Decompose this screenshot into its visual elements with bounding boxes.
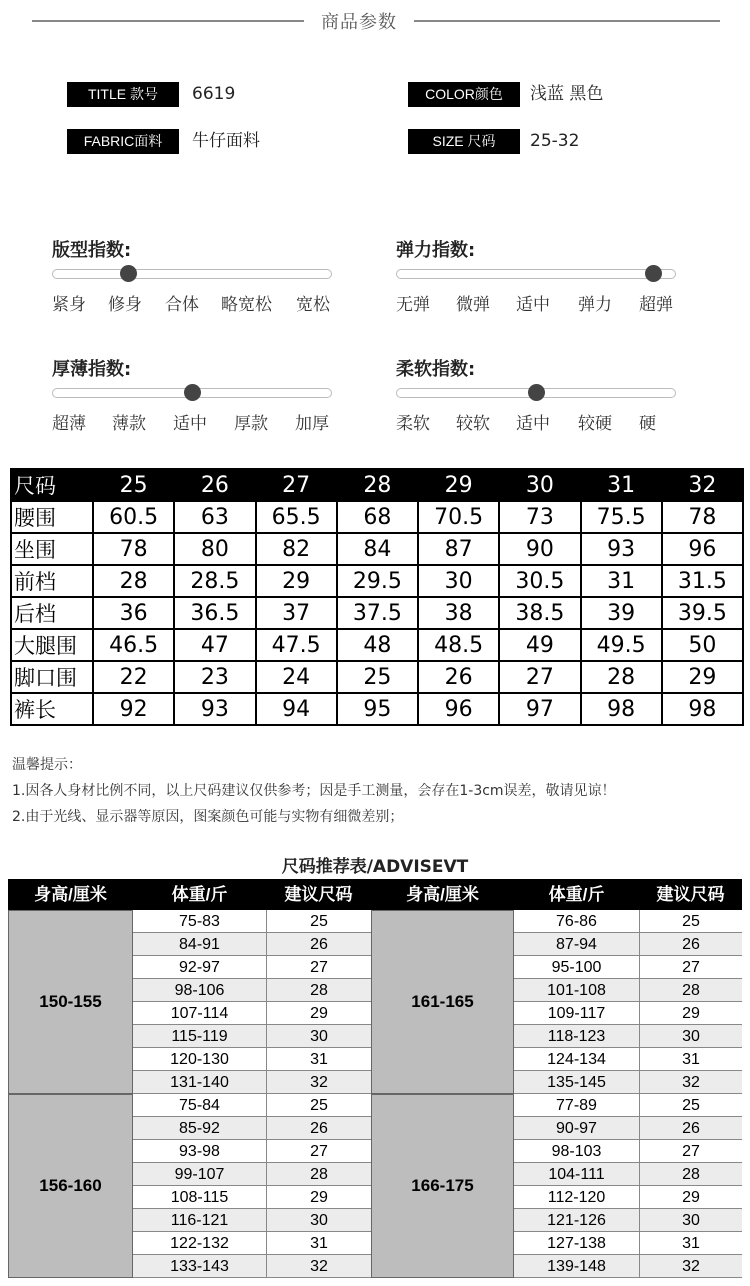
advise-row	[514, 1025, 742, 1048]
size-table-cell: 95	[337, 693, 418, 725]
size-table-cell: 48.5	[418, 629, 499, 661]
size-table-cell: 39.5	[662, 597, 743, 629]
advise-size: 25	[639, 1094, 742, 1117]
size-table-cell: 70.5	[418, 501, 499, 533]
size-table-cell: 26	[418, 661, 499, 693]
advise-size: 27	[639, 956, 742, 979]
size-table-cell: 98	[581, 693, 662, 725]
advise-row	[514, 1117, 742, 1140]
index-label: 合体	[165, 295, 199, 315]
index-label: 宽松	[296, 295, 330, 315]
advise-size: 28	[266, 1163, 371, 1186]
size-table-cell: 23	[174, 661, 255, 693]
advise-size: 31	[639, 1232, 742, 1255]
size-table-cell: 49.5	[581, 629, 662, 661]
advise-weight: 115-119	[171, 1028, 228, 1045]
tips	[12, 752, 616, 830]
index-slider-track	[396, 388, 676, 398]
size-table-row	[11, 629, 743, 661]
advise-row	[133, 1255, 371, 1278]
advise-weight: 98-106	[174, 982, 225, 999]
advise-header-cell: 体重/斤	[133, 879, 266, 910]
size-table-cell: 78	[662, 501, 743, 533]
advise-row	[133, 979, 371, 1002]
header-divider-right	[414, 20, 720, 22]
size-table-header-cell: 32	[662, 469, 743, 501]
size-table-header-cell: 30	[499, 469, 580, 501]
advise-weight: 75-83	[179, 913, 220, 930]
index-label: 微弹	[456, 295, 490, 315]
title-tag: TITLE 款号	[67, 82, 179, 107]
size-table-cell: 30	[418, 565, 499, 597]
size-table-header-cell: 尺码	[11, 469, 93, 501]
advise-weight: 98-103	[551, 1143, 602, 1160]
advise-size: 30	[639, 1025, 742, 1048]
size-table-header-cell: 28	[337, 469, 418, 501]
advise-weight: 127-138	[547, 1235, 606, 1252]
index-label: 适中	[173, 414, 207, 434]
size-table-row-label: 后档	[11, 597, 93, 629]
index-label: 无弹	[396, 295, 430, 315]
index-label: 硬	[639, 414, 656, 434]
advise-weight: 84-91	[179, 936, 220, 953]
size-table-header-cell: 29	[418, 469, 499, 501]
size-table-cell: 78	[93, 533, 174, 565]
tip-line-2: 2.由于光线、显示器等原因，图案颜色可能与实物有细微差别；	[12, 809, 404, 825]
index-title: 弹力指数:	[396, 240, 476, 261]
advise-row	[133, 1094, 371, 1117]
advise-weight: 77-89	[556, 1097, 597, 1114]
size-table-cell: 29	[256, 565, 337, 597]
size-table-row-label: 腰围	[11, 501, 93, 533]
index-label: 适中	[516, 414, 550, 434]
advise-size: 27	[639, 1140, 742, 1163]
advise-height-group: 156-160	[8, 1094, 133, 1278]
advise-weight: 75-84	[179, 1097, 220, 1114]
size-table-cell: 47	[174, 629, 255, 661]
advise-weight: 139-148	[547, 1258, 606, 1275]
advise-title: 尺码推荐表/ADVISEVT	[281, 857, 469, 877]
color-value: 浅蓝 黑色	[530, 84, 604, 104]
index-slider-track	[52, 269, 332, 279]
size-table-row	[11, 597, 743, 629]
advise-row	[133, 1209, 371, 1232]
advise-size: 26	[266, 933, 371, 956]
advise-size: 31	[266, 1048, 371, 1071]
size-table-row-label: 裤长	[11, 693, 93, 725]
size-table-row-label: 大腿围	[11, 629, 93, 661]
advise-header-cell: 建议尺码	[639, 879, 742, 910]
advise-size: 28	[639, 979, 742, 1002]
advise-weight: 122-132	[170, 1235, 229, 1252]
advise-weight: 121-126	[547, 1212, 606, 1229]
size-table-cell: 94	[256, 693, 337, 725]
advise-height-group: 166-175	[371, 1094, 514, 1278]
advise-weight: 112-120	[547, 1189, 606, 1206]
size-table-row-label: 坐围	[11, 533, 93, 565]
advise-row	[133, 1163, 371, 1186]
fabric-tag: FABRIC面料	[67, 129, 179, 154]
size-table-cell: 39	[581, 597, 662, 629]
size-table-row	[11, 565, 743, 597]
size-table-cell: 37	[256, 597, 337, 629]
size-table-cell: 46.5	[93, 629, 174, 661]
size-table-cell: 98	[662, 693, 743, 725]
size-table-cell: 65.5	[256, 501, 337, 533]
advise-size: 26	[639, 1117, 742, 1140]
size-table-header-cell: 25	[93, 469, 174, 501]
index-slider-knob	[120, 265, 137, 282]
index-slider-knob	[645, 265, 662, 282]
advise-weight: 101-108	[547, 982, 606, 999]
advise-size: 25	[266, 1094, 371, 1117]
advise-row	[514, 1140, 742, 1163]
size-table-cell: 93	[174, 693, 255, 725]
advise-size: 29	[639, 1002, 742, 1025]
size-table-cell: 36	[93, 597, 174, 629]
advise-weight: 107-114	[170, 1005, 229, 1022]
header-divider-left	[32, 20, 304, 22]
advise-weight: 135-145	[547, 1074, 606, 1091]
advise-row	[133, 956, 371, 979]
size-table-cell: 27	[499, 661, 580, 693]
index-label: 适中	[516, 295, 550, 315]
advise-weight: 116-121	[170, 1212, 229, 1229]
advise-weight: 93-98	[179, 1143, 220, 1160]
advise-size: 30	[266, 1209, 371, 1232]
advise-row	[133, 1117, 371, 1140]
advise-weight: 104-111	[548, 1166, 605, 1183]
size-table-cell: 30.5	[499, 565, 580, 597]
advise-size: 32	[639, 1255, 742, 1278]
index-label: 厚款	[234, 414, 268, 434]
size-table-cell: 29.5	[337, 565, 418, 597]
size-table-cell: 31.5	[662, 565, 743, 597]
tips-title: 温馨提示：	[12, 757, 82, 773]
tip-line-1: 1.因各人身材比例不同，以上尺码建议仅供参考；因是手工测量，会存在1-3cm误差，敬请见谅！	[12, 783, 616, 799]
advise-size: 28	[266, 979, 371, 1002]
size-table-cell: 87	[418, 533, 499, 565]
advise-row	[133, 1232, 371, 1255]
advise-size: 28	[639, 1163, 742, 1186]
index-title: 柔软指数:	[396, 359, 476, 380]
advise-weight: 76-86	[556, 913, 597, 930]
size-table-cell: 80	[174, 533, 255, 565]
advise-row	[133, 1025, 371, 1048]
advise-table	[8, 879, 742, 1282]
advise-size: 32	[266, 1071, 371, 1094]
advise-row	[133, 1140, 371, 1163]
advise-weight: 90-97	[556, 1120, 597, 1137]
advise-row	[514, 1232, 742, 1255]
size-table-cell: 63	[174, 501, 255, 533]
advise-row	[514, 1255, 742, 1278]
advise-weight: 92-97	[179, 959, 220, 976]
advise-height-group: 150-155	[8, 910, 133, 1094]
advise-row	[514, 956, 742, 979]
advise-row	[133, 1186, 371, 1209]
index-label: 薄款	[112, 414, 146, 434]
index-label: 超薄	[52, 414, 86, 434]
size-table-cell: 90	[499, 533, 580, 565]
size-table-header-cell: 31	[581, 469, 662, 501]
index-title: 厚薄指数:	[52, 359, 132, 380]
index-label: 修身	[108, 295, 142, 315]
advise-weight: 108-115	[170, 1189, 229, 1206]
size-tag: SIZE 尺码	[408, 129, 520, 154]
advise-size: 29	[639, 1186, 742, 1209]
size-table-cell: 84	[337, 533, 418, 565]
index-slider-track	[52, 388, 332, 398]
size-table-cell: 29	[662, 661, 743, 693]
size-table	[10, 468, 744, 726]
size-table-cell: 38.5	[499, 597, 580, 629]
advise-size: 26	[639, 933, 742, 956]
size-table-cell: 22	[93, 661, 174, 693]
advise-size: 25	[266, 910, 371, 933]
title-value: 6619	[192, 84, 236, 104]
section-title: 商品参数	[321, 12, 397, 33]
size-table-cell: 25	[337, 661, 418, 693]
advise-size: 27	[266, 956, 371, 979]
index-label: 加厚	[295, 414, 329, 434]
index-label: 略宽松	[221, 295, 272, 315]
advise-row	[133, 1048, 371, 1071]
size-table-row	[11, 501, 743, 533]
advise-row	[514, 1071, 742, 1094]
size-table-cell: 75.5	[581, 501, 662, 533]
size-table-header-cell: 26	[174, 469, 255, 501]
advise-size: 26	[266, 1117, 371, 1140]
size-table-row-label: 前档	[11, 565, 93, 597]
advise-size: 27	[266, 1140, 371, 1163]
size-table-cell: 37.5	[337, 597, 418, 629]
index-slider-knob	[528, 384, 545, 401]
size-table-row-label: 脚口围	[11, 661, 93, 693]
size-table-cell: 60.5	[93, 501, 174, 533]
index-label: 较软	[456, 414, 490, 434]
section-header	[0, 0, 750, 40]
advise-weight: 109-117	[547, 1005, 606, 1022]
advise-row	[514, 1186, 742, 1209]
advise-weight: 131-140	[170, 1074, 229, 1091]
advise-weight: 124-134	[547, 1051, 606, 1068]
advise-header-cell: 建议尺码	[266, 879, 371, 910]
size-table-cell: 28	[581, 661, 662, 693]
advise-weight: 133-143	[170, 1258, 229, 1275]
index-label: 柔软	[396, 414, 430, 434]
size-table-cell: 28	[93, 565, 174, 597]
advise-size: 25	[639, 910, 742, 933]
size-table-cell: 47.5	[256, 629, 337, 661]
advise-size: 29	[266, 1186, 371, 1209]
size-table-cell: 50	[662, 629, 743, 661]
advise-height-group: 161-165	[371, 910, 514, 1094]
index-label: 紧身	[52, 295, 86, 315]
advise-row	[514, 1094, 742, 1117]
advise-row	[514, 1209, 742, 1232]
advise-weight: 85-92	[179, 1120, 220, 1137]
advise-size: 32	[266, 1255, 371, 1278]
size-table-header	[11, 469, 743, 501]
advise-size: 29	[266, 1002, 371, 1025]
size-table-cell: 93	[581, 533, 662, 565]
size-table-cell: 73	[499, 501, 580, 533]
size-table-cell: 24	[256, 661, 337, 693]
advise-weight: 99-107	[174, 1166, 225, 1183]
advise-row	[514, 1163, 742, 1186]
size-table-cell: 82	[256, 533, 337, 565]
advise-row	[133, 1071, 371, 1094]
index-slider-track	[396, 269, 676, 279]
size-value: 25-32	[530, 131, 580, 151]
size-table-cell: 38	[418, 597, 499, 629]
size-table-cell: 92	[93, 693, 174, 725]
size-table-cell: 97	[499, 693, 580, 725]
advise-header-cell: 体重/斤	[514, 879, 639, 910]
index-slider-knob	[184, 384, 201, 401]
size-table-cell: 36.5	[174, 597, 255, 629]
size-table-cell: 48	[337, 629, 418, 661]
index-label: 较硬	[578, 414, 612, 434]
size-table-row	[11, 661, 743, 693]
advise-row	[514, 910, 742, 933]
size-table-row	[11, 693, 743, 725]
advise-row	[133, 1002, 371, 1025]
advise-header-cell: 身高/厘米	[8, 879, 133, 910]
advise-weight: 118-123	[547, 1028, 606, 1045]
advise-header-cell: 身高/厘米	[371, 879, 514, 910]
size-table-cell: 28.5	[174, 565, 255, 597]
advise-size: 30	[266, 1025, 371, 1048]
fabric-value: 牛仔面料	[192, 131, 260, 151]
advise-size: 30	[639, 1209, 742, 1232]
size-table-cell: 96	[418, 693, 499, 725]
size-table-cell: 96	[662, 533, 743, 565]
advise-size: 31	[639, 1048, 742, 1071]
advise-size: 31	[266, 1232, 371, 1255]
index-label: 超弹	[639, 295, 673, 315]
advise-weight: 95-100	[551, 959, 602, 976]
advise-row	[133, 910, 371, 933]
size-table-row	[11, 533, 743, 565]
advise-size: 32	[639, 1071, 742, 1094]
advise-row	[514, 933, 742, 956]
size-table-cell: 68	[337, 501, 418, 533]
advise-row	[514, 979, 742, 1002]
color-tag: COLOR颜色	[408, 82, 520, 107]
advise-weight: 87-94	[556, 936, 597, 953]
index-label: 弹力	[578, 295, 612, 315]
size-table-header-cell: 27	[256, 469, 337, 501]
advise-row	[514, 1002, 742, 1025]
advise-row	[514, 1048, 742, 1071]
size-table-cell: 31	[581, 565, 662, 597]
index-title: 版型指数:	[52, 240, 132, 261]
advise-row	[133, 933, 371, 956]
size-table-cell: 49	[499, 629, 580, 661]
advise-weight: 120-130	[170, 1051, 229, 1068]
